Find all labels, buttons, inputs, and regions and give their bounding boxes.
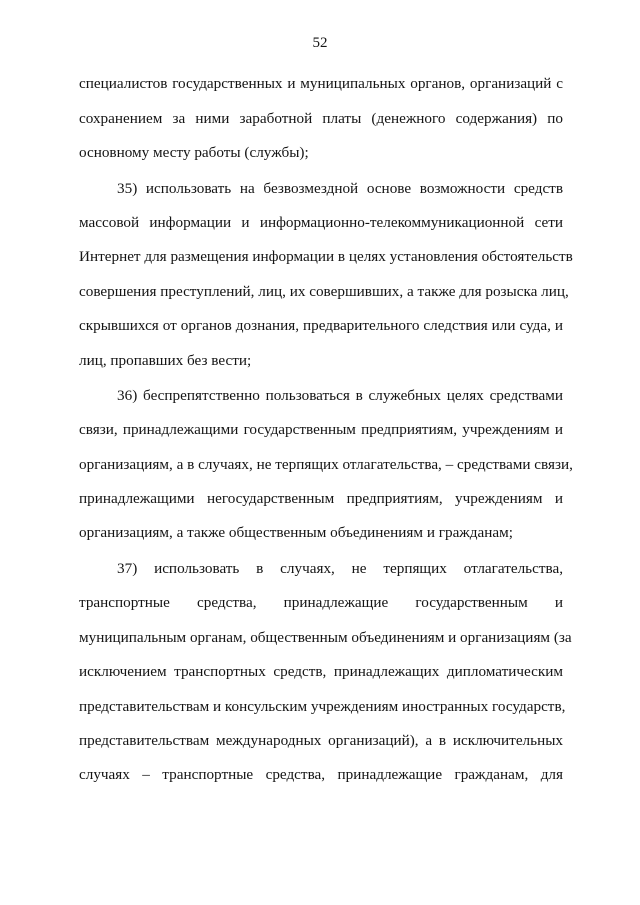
text-line: совершения преступлений, лиц, их совершивших, а также для розыска лиц, — [79, 283, 569, 300]
text-line: сохранением за ними заработной платы (денежного содержания) по — [79, 110, 563, 127]
page-number: 52 — [312, 35, 328, 51]
text-line: организациям, а также общественным объединениям и гражданам; — [79, 524, 513, 541]
text-line: Интернет для размещения информации в целях установления обстоятельств — [79, 248, 573, 265]
text-line: организациям, а в случаях, не терпящих отлагательства, – средствами связи, — [79, 456, 573, 473]
text-line: основному месту работы (службы); — [79, 144, 309, 161]
text-line: 37) использовать в случаях, не терпящих отлагательства, — [117, 560, 563, 577]
text-line: представительствам и консульским учреждениям иностранных государств, — [79, 698, 566, 715]
text-line: представительствам международных организаций), а в исключительных — [79, 732, 563, 749]
text-line: скрывшихся от органов дознания, предварительного следствия или суда, и — [79, 317, 563, 334]
text-line: лиц, пропавших без вести; — [79, 352, 252, 369]
text-line: массовой информации и информационно-телекоммуникационной сети — [79, 214, 563, 231]
text-line: 35) использовать на безвозмездной основе возможности средств — [117, 180, 563, 197]
text-line: муниципальным органам, общественным объединениям и организациям (за — [79, 629, 572, 646]
text-line: специалистов государственных и муниципальных органов, организаций с — [79, 75, 563, 92]
text-line: связи, принадлежащими государственным предприятиям, учреждениям и — [79, 421, 563, 438]
text-line: случаях – транспортные средства, принадлежащие гражданам, для — [79, 766, 563, 783]
text-line: 36) беспрепятственно пользоваться в служебных целях средствами — [117, 387, 563, 404]
text-line: транспортные средства, принадлежащие государственным и — [79, 594, 563, 611]
text-line: исключением транспортных средств, принадлежащих дипломатическим — [79, 663, 563, 680]
text-line: принадлежащими негосударственным предприятиям, учреждениям и — [79, 490, 563, 507]
